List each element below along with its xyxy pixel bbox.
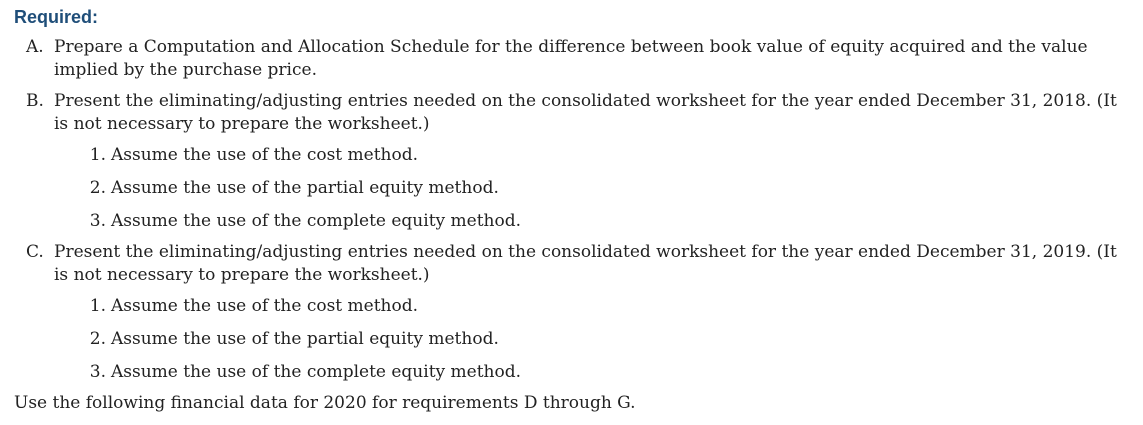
sub-requirement-number: 3.	[89, 211, 106, 231]
required-heading: Required:	[14, 7, 99, 27]
sub-requirement	[70, 361, 1134, 384]
sub-requirement	[70, 177, 1134, 200]
sub-requirement-number: 2.	[89, 329, 106, 349]
requirement-c	[14, 241, 1134, 384]
requirement-b	[14, 90, 1134, 233]
sub-requirement	[70, 210, 1134, 233]
instruction-text: Use the following financial data for 2020 for requirements D through G.	[14, 393, 636, 413]
requirement-letter: A.	[26, 37, 44, 57]
sub-requirement-number: 2.	[89, 178, 106, 198]
required-section	[14, 4, 1134, 415]
sub-requirements-list	[54, 295, 1134, 384]
sub-requirement	[70, 295, 1134, 318]
requirement-a	[14, 36, 1134, 82]
requirement-letter: C.	[26, 242, 44, 262]
requirement-letter: B.	[26, 91, 44, 111]
requirement-text: Present the eliminating/adjusting entries needed on the consolidated worksheet for the year ended December 31, 2019. (It is not necessary to prepare the worksheet.)	[54, 242, 1117, 285]
requirements-list	[14, 36, 1134, 384]
sub-requirement-text: Assume the use of the cost method.	[111, 145, 419, 165]
sub-requirement-number: 3.	[89, 362, 106, 382]
sub-requirement-text: Assume the use of the partial equity method.	[111, 329, 499, 349]
sub-requirement-text: Assume the use of the complete equity method.	[111, 362, 522, 382]
requirement-text: Present the eliminating/adjusting entries needed on the consolidated worksheet for the year ended December 31, 2018. (It is not necessary to prepare the worksheet.)	[54, 91, 1117, 134]
sub-requirement	[70, 328, 1134, 351]
sub-requirement-text: Assume the use of the partial equity method.	[111, 178, 499, 198]
sub-requirements-list	[54, 144, 1134, 233]
requirement-text: Prepare a Computation and Allocation Schedule for the difference between book value of equity acquired and the value implied by the purchase price.	[54, 37, 1088, 80]
sub-requirement-text: Assume the use of the complete equity method.	[111, 211, 522, 231]
sub-requirement-number: 1.	[89, 296, 106, 316]
sub-requirement-number: 1.	[89, 145, 106, 165]
sub-requirement-text: Assume the use of the cost method.	[111, 296, 419, 316]
sub-requirement	[70, 144, 1134, 167]
